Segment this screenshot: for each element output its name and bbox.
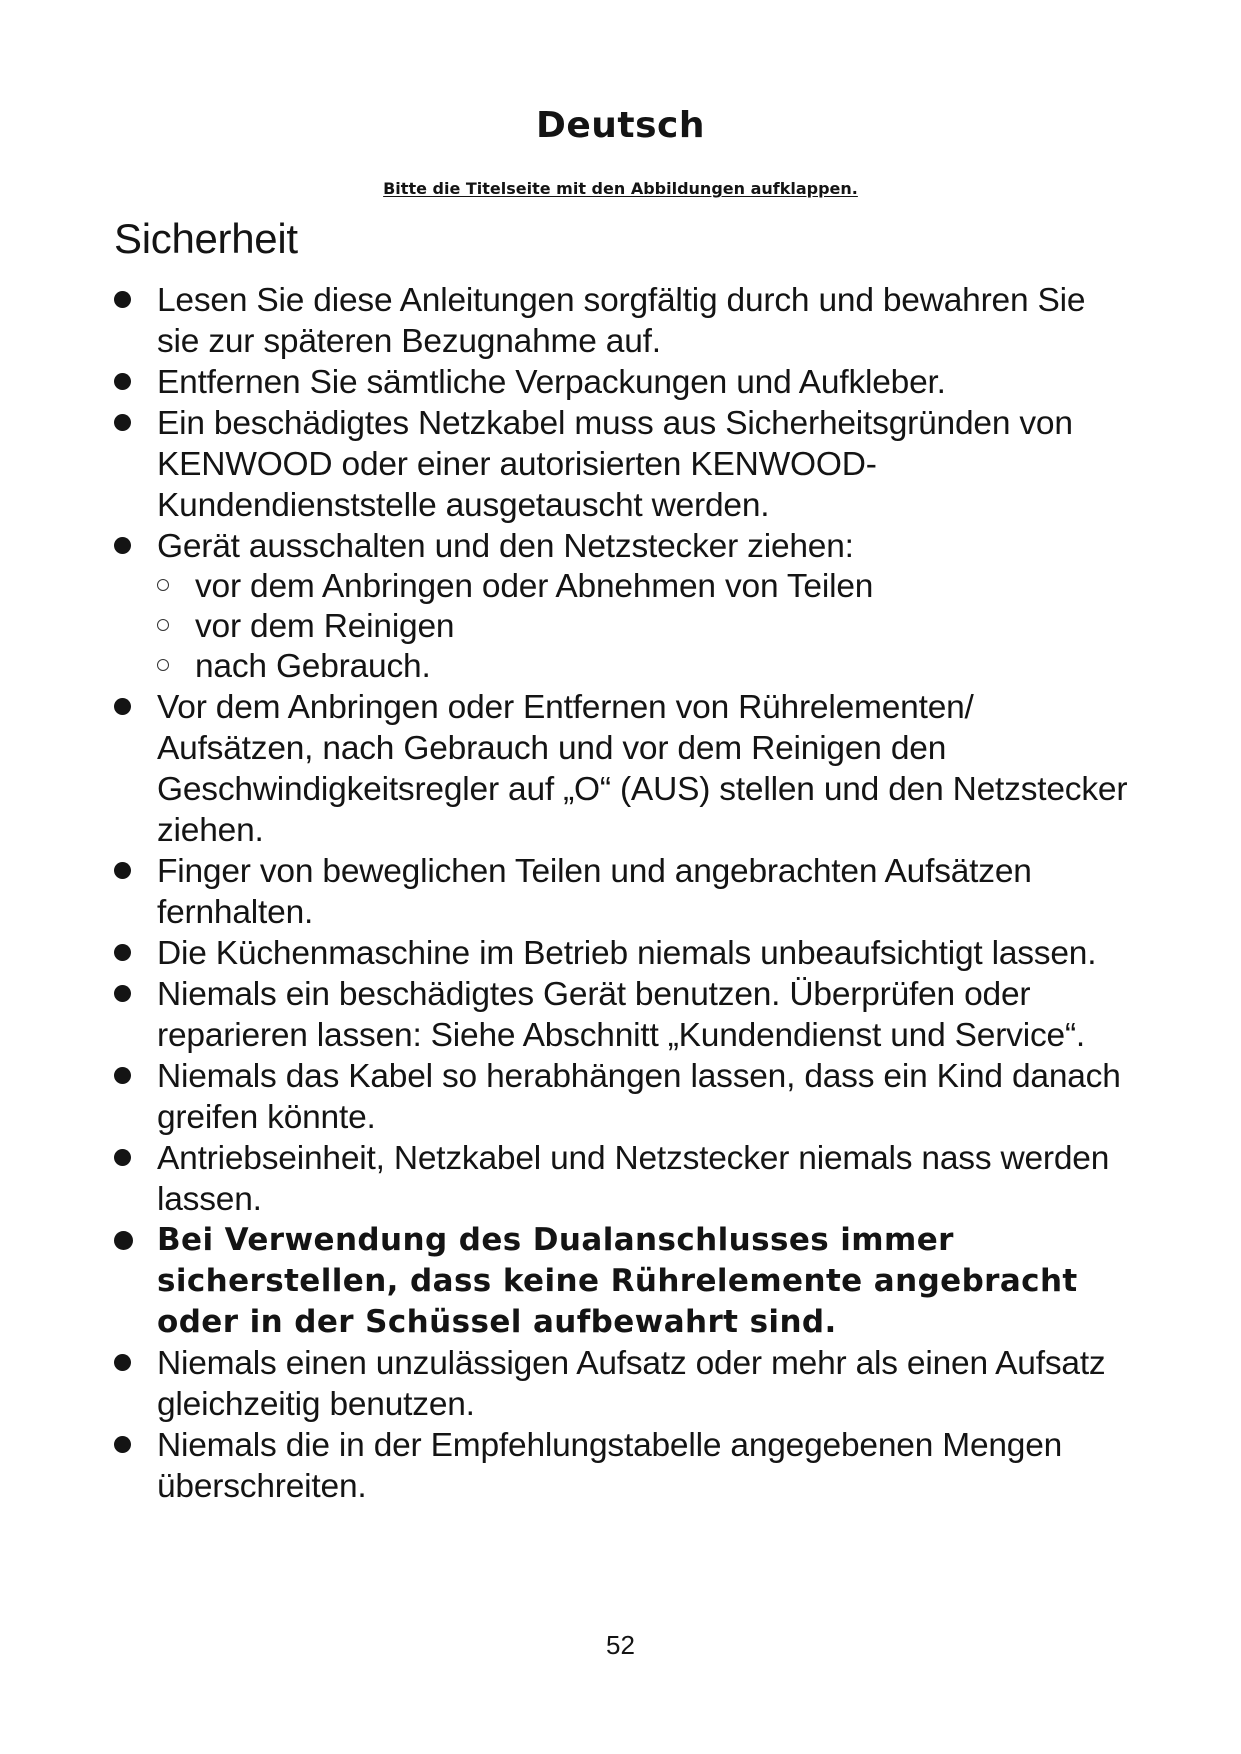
list-item [114,362,1134,403]
list-item-text: Niemals einen unzulässigen Aufsatz oder mehr als einen Aufsatz gleichzeitig benutzen. [157,1345,1106,1423]
list-item-text: Niemals das Kabel so herabhängen lassen, dass ein Kind danach greifen könnte. [157,1058,1121,1136]
bullet-icon [114,537,131,554]
language-title: Deutsch [535,105,706,146]
bullet-icon [114,862,131,879]
list-item-text: Die Küchenmaschine im Betrieb niemals unbeaufsichtigt lassen. [157,935,1097,972]
list-item [114,687,1134,851]
list-item [114,403,1134,526]
hollow-bullet-icon [157,659,169,671]
fold-out-instruction: Bitte die Titelseite mit den Abbildungen aufklappen. [383,179,858,198]
bullet-icon [114,1231,133,1250]
list-item-text: Niemals die in der Empfehlungstabelle angegebenen Mengen überschreiten. [157,1427,1063,1505]
page-number: 52 [606,1630,635,1660]
list-item [114,526,1134,687]
safety-list [114,280,1134,1507]
bullet-icon [114,1067,131,1084]
list-item-text: Finger von beweglichen Teilen und angebrachten Aufsätzen fernhalten. [157,853,1032,931]
list-item [114,1056,1134,1138]
bullet-icon [114,944,131,961]
list-item-text: Bei Verwendung des Dualanschlusses immer sicherstellen, dass keine Rührelemente angebracht oder in der Schüssel aufbewahrt sind. [157,1222,1078,1340]
list-item [114,974,1134,1056]
list-item [114,1343,1134,1425]
sub-list-item-text: vor dem Anbringen oder Abnehmen von Teilen [195,568,874,605]
list-item [114,1425,1134,1507]
hollow-bullet-icon [157,619,169,631]
bullet-icon [114,1354,131,1371]
sub-list-item [157,647,1134,687]
sub-list-item [157,607,1134,647]
bullet-icon [114,1436,131,1453]
sub-list [157,567,1134,687]
list-item-text: Vor dem Anbringen oder Entfernen von Rührelementen/ Aufsätzen, nach Gebrauch und vor dem Reinigen den Geschwindigkeitsregler auf „O“ (AUS) stellen und den Netzstecker ziehen. [157,689,1128,849]
bullet-icon [114,1149,131,1166]
bullet-icon [114,414,131,431]
list-item [114,933,1134,974]
list-item-text: Ein beschädigtes Netzkabel muss aus Sicherheitsgründen von KENWOOD oder einer autorisierten KENWOOD-Kundendienststelle ausgetauscht werden. [157,405,1073,524]
bullet-icon [114,373,131,390]
bullet-icon [114,698,131,715]
hollow-bullet-icon [157,579,169,591]
list-item [114,280,1134,362]
list-item-text: Lesen Sie diese Anleitungen sorgfältig durch und bewahren Sie sie zur späteren Bezugnahme auf. [157,282,1086,360]
list-item-text: Niemals ein beschädigtes Gerät benutzen. Überprüfen oder reparieren lassen: Siehe Abschnitt „Kundendienst und Service“. [157,976,1086,1054]
section-heading-safety: Sicherheit [114,215,298,262]
sub-list-item-text: vor dem Reinigen [195,608,455,645]
list-item [114,851,1134,933]
list-item [114,1138,1134,1220]
list-item-warning [114,1220,1134,1343]
list-item-text: Antriebseinheit, Netzkabel und Netzstecker niemals nass werden lassen. [157,1140,1110,1218]
sub-list-item [157,567,1134,607]
bullet-icon [114,985,131,1002]
bullet-icon [114,291,131,308]
sub-list-item-text: nach Gebrauch. [195,648,431,685]
list-item-text: Gerät ausschalten und den Netzstecker ziehen: [157,528,854,565]
list-item-text: Entfernen Sie sämtliche Verpackungen und Aufkleber. [157,364,946,401]
